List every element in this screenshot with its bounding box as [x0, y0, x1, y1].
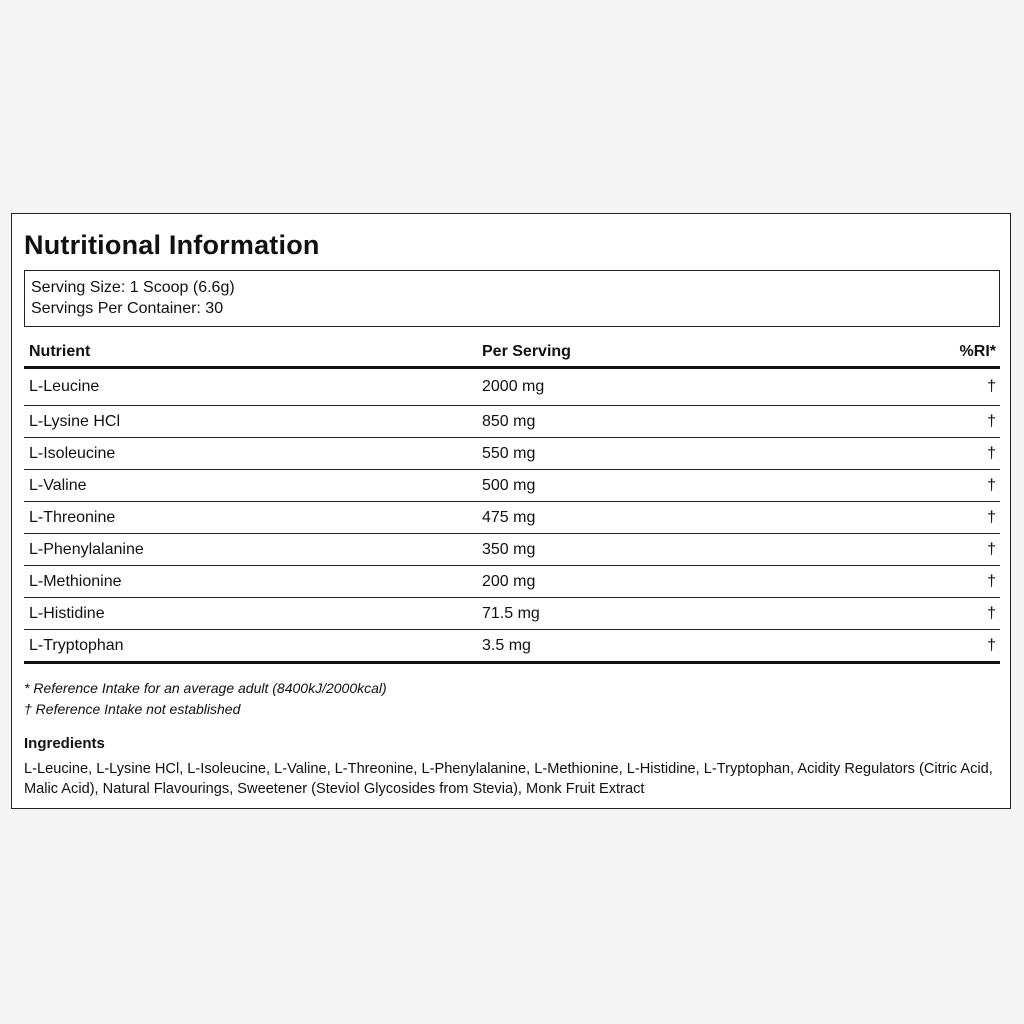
header-ri: %RI* [959, 343, 996, 360]
page-title: Nutritional Information [24, 230, 320, 260]
nutrient-amount: 500 mg [482, 476, 536, 494]
nutrient-name: L-Leucine [29, 378, 100, 395]
nutrition-panel [11, 213, 1011, 809]
nutrient-ri: † [987, 476, 996, 494]
table-row [24, 534, 1000, 566]
nutrient-amount: 200 mg [482, 572, 536, 590]
nutrient-name: L-Methionine [29, 572, 122, 590]
servings-per-container: Servings Per Container: 30 [31, 300, 224, 317]
table-row [24, 438, 1000, 470]
nutrient-ri: † [987, 540, 996, 558]
nutrient-amount: 3.5 mg [482, 636, 531, 654]
table-row [24, 406, 1000, 438]
table-row [24, 502, 1000, 534]
table-row [24, 470, 1000, 502]
nutrient-name: L-Valine [29, 476, 87, 494]
nutrient-name: L-Phenylalanine [29, 540, 144, 558]
nutrient-ri: † [987, 444, 996, 462]
nutrient-ri: † [987, 572, 996, 590]
footnote-not-established: † Reference Intake not established [24, 701, 241, 717]
nutrient-name: L-Tryptophan [29, 636, 124, 654]
nutrient-name: L-Threonine [29, 508, 116, 526]
footnote-reference-intake: * Reference Intake for an average adult (8400kJ/2000kcal) [24, 680, 387, 696]
nutrient-ri: † [987, 636, 996, 654]
nutrient-name: L-Lysine HCl [29, 412, 120, 430]
nutrient-ri: † [987, 378, 996, 395]
nutrient-ri: † [987, 604, 996, 622]
nutrient-ri: † [987, 508, 996, 526]
table-row [24, 369, 1000, 406]
header-nutrient: Nutrient [29, 343, 91, 360]
nutrient-name: L-Histidine [29, 604, 105, 622]
table-row [24, 566, 1000, 598]
ingredients-list: L-Leucine, L-Lysine HCl, L-Isoleucine, L-Valine, L-Threonine, L-Phenylalanine, L-Methionine, L-Histidine, L-Tryptophan, Acidity Regulators (Citric Acid, Malic Acid), Natural Flavourings, Sweetener (Steviol Glycosides from Stevia), Monk Fruit Extract [24, 761, 993, 797]
ingredients-heading: Ingredients [24, 735, 105, 752]
nutrient-table [24, 338, 1000, 664]
nutrient-name: L-Isoleucine [29, 444, 116, 462]
table-row [24, 598, 1000, 630]
nutrient-amount: 550 mg [482, 444, 536, 462]
nutrient-amount: 350 mg [482, 540, 536, 558]
nutrient-amount: 2000 mg [482, 378, 545, 395]
table-header [24, 338, 1000, 369]
nutrient-amount: 850 mg [482, 412, 536, 430]
table-row [24, 630, 1000, 664]
serving-info-box [24, 270, 1000, 327]
header-per-serving: Per Serving [482, 343, 571, 360]
nutrient-ri: † [987, 412, 996, 430]
nutrient-amount: 475 mg [482, 508, 536, 526]
serving-size: Serving Size: 1 Scoop (6.6g) [31, 279, 235, 296]
footnotes [24, 678, 387, 720]
nutrient-amount: 71.5 mg [482, 604, 540, 622]
